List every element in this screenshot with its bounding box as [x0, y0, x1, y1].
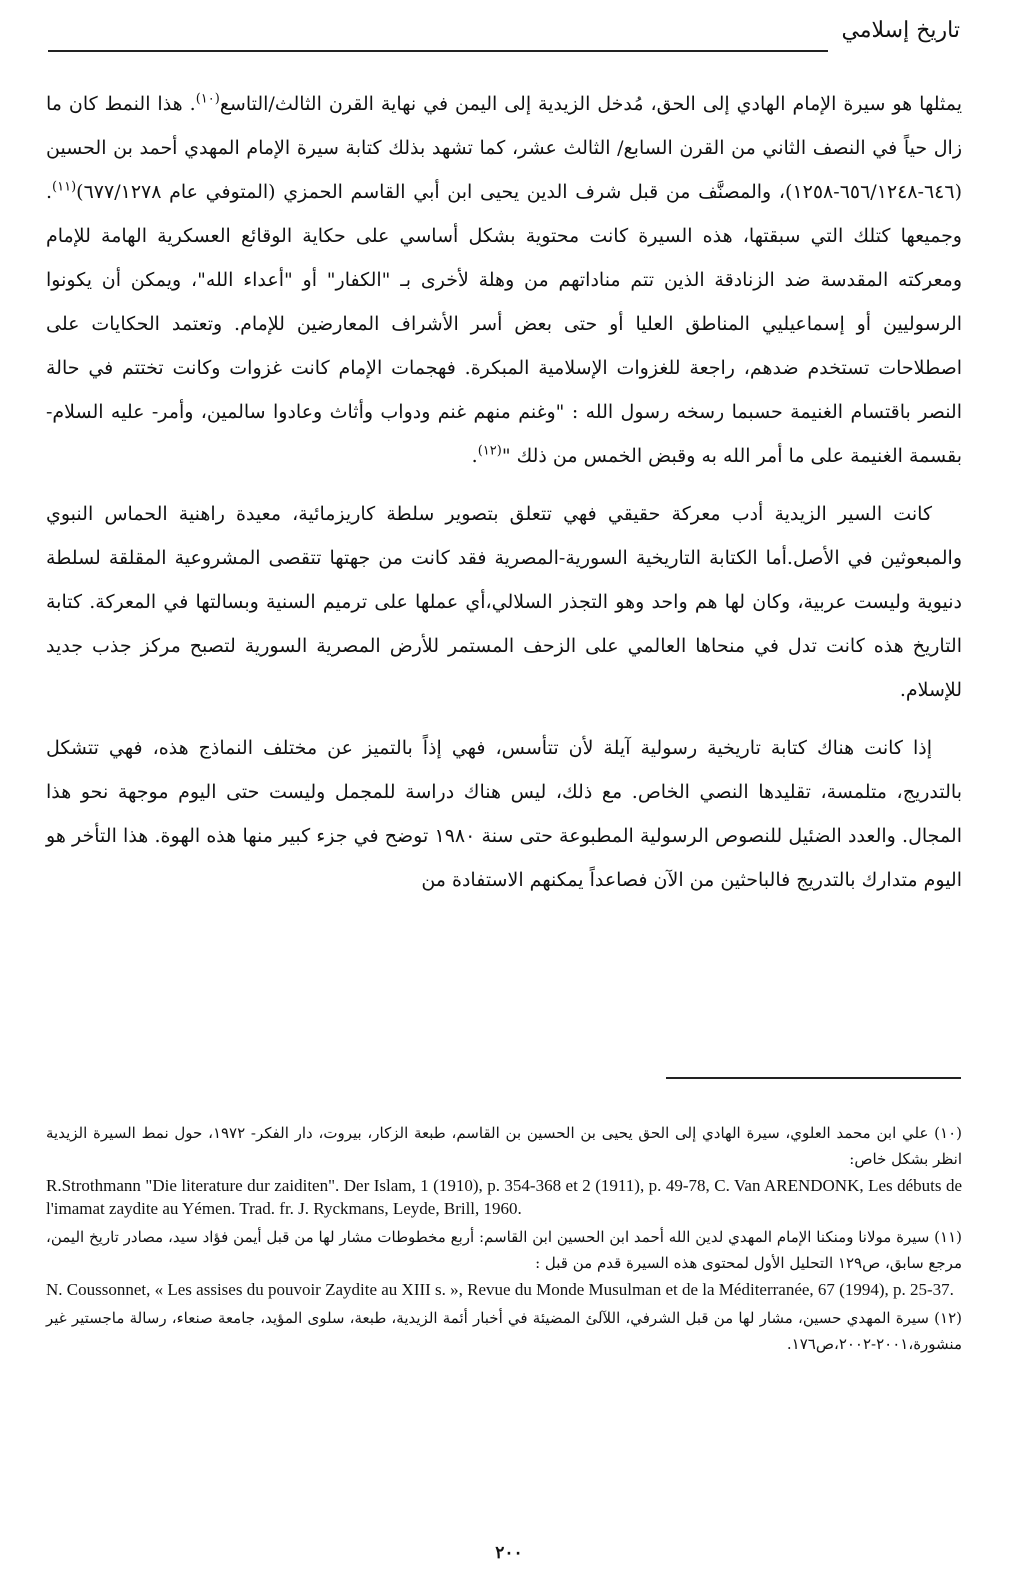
paragraph-3: إذا كانت هناك كتابة تاريخية رسولية آيلة لأن تتأسس، فهي إذاً بالتميز عن مختلف النماذج هذه، فهي تتشكل بالتدريج، متلمسة، تقليدها النصي الخاص. مع ذلك، ليس هناك دراسة للمجمل وليست حتى اليوم موجهة نحو هذا المجال. والعدد الضئيل للنصوص الرسولية المطبوعة حتى سنة ١٩٨٠ توضح في جزء كبير منها هذه الهوة. هذا التأخر هو اليوم متدارك بالتدريج فالباحثين من الآن فصاعداً يمكنهم الاستفادة من [46, 737, 962, 891]
header-rule [48, 50, 828, 52]
paragraph-2: كانت السير الزيدية أدب معركة حقيقي فهي تتعلق بتصوير سلطة كاريزمائية، معيدة راهنية الحماس النبوي والمبعوثين في الأصل.أما الكتابة التاريخية السورية-المصرية فقد كانت من جهتها تتقصى المشروعية المقلقة لسلطة دنيوية وليست عربية، وكان لها هم واحد وهو التجذر السلالي،أي عملها على ترميم السنية وبسالتها في المعركة. كتابة التاريخ هذه كانت تدل في منحاها العالمي على الزحف المستمر للأرض المصرية السورية لتصبح مركز جذب جديد للإسلام. [46, 503, 962, 701]
footnote-ref-11: (١١) [52, 179, 77, 195]
footnote-10-arabic: (١٠) علي ابن محمد العلوي، سيرة الهادي إلى الحق يحيى بن الحسين بن القاسم، طبعة الزكار، بيروت، دار الفكر- ١٩٧٢، حول نمط السيرة الزيدية انظر بشكل خاص: [46, 1124, 963, 1168]
footnote-11-latin: N. Coussonnet, « Les assises du pouvoir Zaydite au XIII s. », Revue du Monde Musulman et de la Méditerranée, 67 (1994), p. 25-37. [46, 1280, 954, 1299]
paragraph-1-part-3: . وجميعها كتلك التي سبقتها، هذه السيرة كانت محتوية بشكل أساسي على حكاية الوقائع العسكرية الهامة للإمام ومعركته المقدسة ضد الزنادقة الذين تتم مناداتهم من وهلة لأخرى بـ "الكفار" أو "أعداء الله"، ويمكن أن يكونوا الرسوليين أو إسماعيليي المناطق العليا أو حتى بعض أسر الأشراف المعارضين للإمام. وتعتمد الحكايات على اصطلاحات تستخدم ضدهم، راجعة للغزوات الإسلامية المبكرة. فهجمات الإمام كانت غزوات وكانت تختتم في حالة النصر باقتسام الغنيمة حسبما رسخه رسول الله : "وغنم منهم غنم ودواب وأثاث وعادوا سالمين، وأمر- عليه السلام- بقسمة الغنيمة على ما أمر الله به وقبض الخمس من ذلك " [46, 181, 962, 467]
page-number: ٢٠٠ [495, 1543, 523, 1563]
footnote-12-arabic: (١٢) سيرة المهدي حسين، مشار لها من قبل الشرفي، اللآلئ المضيئة في أخبار أئمة الزيدية، طبعة، سلوى المؤيد، جامعة صنعاء، رسالة ماجستير غير منشورة،٢٠٠١-٢٠٠٢،ص١٧٦. [46, 1309, 962, 1353]
footnote-11-arabic: (١١) سيرة مولانا ومنكنا الإمام المهدي لدين الله أحمد ابن الحسين ابن القاسم: أربع مخطوطات مشار لها من قبل أيمن فؤاد سيد، مصادر تاريخ اليمن، مرجع سابق، ص١٢٩ التحليل الأول لمحتوى هذه السيرة قدم من قبل : [46, 1228, 962, 1272]
paragraph-1-part-4: . [471, 445, 478, 467]
running-header: تاريخ إسلامي [841, 18, 960, 43]
paragraph-1 [46, 82, 962, 478]
footnote-ref-10: (١٠) [195, 91, 220, 107]
paragraph-1-part-2: . هذا النمط كان ما زال حياً في النصف الثاني من القرن السابع/ الثالث عشر، كما تشهد بذلك كتابة سيرة الإمام المهدي أحمد بن الحسين (٦٤٦-٦٥٦/١٢٤٨-١٢٥٨)، والمصنَّف من قبل شرف الدين يحيى ابن أبي القاسم الحمزي (المتوفي عام ٦٧٧/١٢٧٨) [46, 93, 962, 203]
footnote-ref-12: (١٢) [477, 443, 502, 459]
paragraph-1-part-1: يمثلها هو سيرة الإمام الهادي إلى الحق، مُدخل الزيدية إلى اليمن في نهاية القرن الثالث/التاسع [219, 93, 962, 115]
footnote-10-latin: R.Strothmann "Die literature dur zaiditen". Der Islam, 1 (1910), p. 354-368 et 2 (1911), p. 49-78, C. Van ARENDONK, Les débuts de l'imamat zaydite au Yémen. Trad. fr. J. Ryckmans, Leyde, Brill, 1960. [46, 1176, 962, 1218]
footnote-rule [666, 1077, 961, 1079]
body-text [46, 82, 962, 916]
footnotes [46, 1120, 962, 1359]
